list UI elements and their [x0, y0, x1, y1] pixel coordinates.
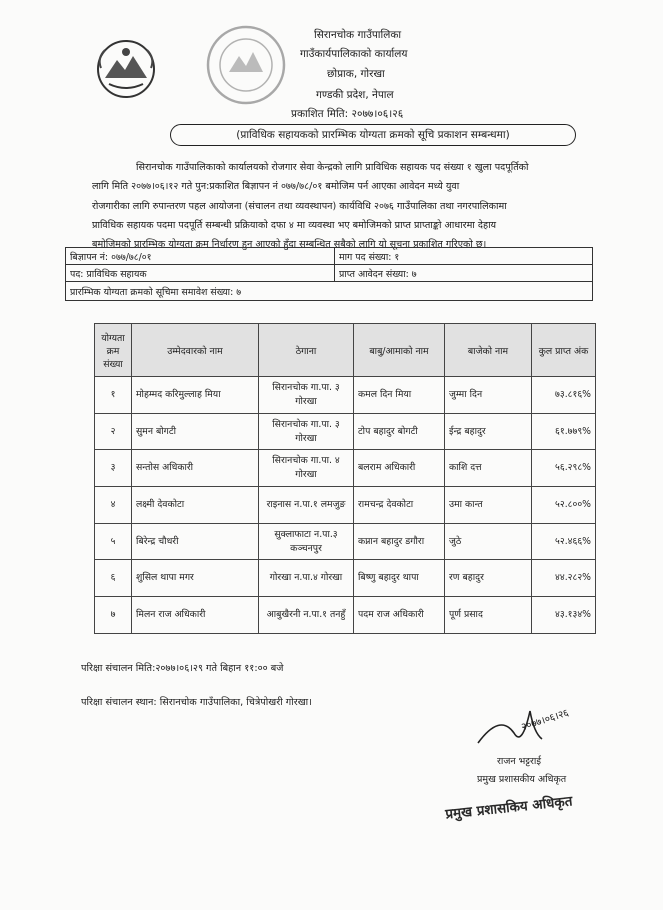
candidate-name: सन्तोस अधिकारी — [132, 450, 259, 487]
paragraph-line: लागि मिति २०७७।०६।१२ गते पुन:प्रकाशित बिज्ञापन नं ०७७/७८/०१ बमोजिम पर्न आएका आवेदन मध्ये युवा — [92, 181, 460, 193]
merit-list-table — [94, 323, 596, 634]
grandparent-name: ईन्द्र बहादुर — [445, 413, 532, 450]
address: सिरानचोक गा.पा. ३ गोरखा — [259, 413, 354, 450]
table-row — [95, 523, 596, 560]
signatory-title: प्रमुख प्रशासकीय अधिकृत — [477, 774, 567, 785]
table-row — [95, 560, 596, 597]
parent-name: कप्नान बहादुर डगौरा — [354, 523, 445, 560]
rank: १ — [95, 377, 132, 414]
paragraph-line: प्राविधिक सहायक पदमा पदपूर्ति सम्बन्धी प्रक्रियाको दफा ४ मा व्यवस्था भए बमोजिमको प्राप्त प्राप्ताङ्को आधारमा देहाय — [92, 219, 497, 231]
table-row — [95, 450, 596, 487]
parent-name: बलराम अधिकारी — [354, 450, 445, 487]
included-count: प्रारम्भिक योग्यता क्रमको सूचिमा समावेश संख्या: ७ — [66, 282, 593, 301]
grandparent-name: उमा कान्त — [445, 487, 532, 524]
address: सुक्लाफाटा न.पा.३ कञ्चनपुर — [259, 523, 354, 560]
address: सिरानचोक गा.पा. ४ गोरखा — [259, 450, 354, 487]
province-line: गण्डकी प्रदेश, नेपाल — [316, 89, 394, 101]
table-header-row — [95, 324, 596, 377]
signatory-name: राजन भट्टराई — [497, 756, 542, 767]
office-address: छोप्राक, गोरखा — [327, 68, 385, 80]
total-score: ४३.१३४% — [532, 597, 596, 634]
parent-name: रामचन्द्र देवकोटा — [354, 487, 445, 524]
grandparent-name: पूर्ण प्रसाद — [445, 597, 532, 634]
municipality-name: सिरानचोक गाउँपालिका — [314, 29, 402, 41]
paragraph-line: रोजगारीका लागि रुपान्तरण पहल आयोजना (संचालन तथा व्यवस्थापन) कार्यविधि २०७६ गाउँपालिका तथा नगरपालिकामा — [92, 200, 507, 212]
col-address: ठेगाना — [259, 324, 354, 377]
paragraph-line: बमोजिमको प्रारम्भिक योग्यता क्रम निर्धारण हुन आएको हुँदा सम्बन्धित सबैको लागि यो सूचना प्रकाशित गरिएको छ। — [92, 239, 487, 251]
table-row — [95, 377, 596, 414]
rank: ५ — [95, 523, 132, 560]
rank: ४ — [95, 487, 132, 524]
office-name: गाउँकार्यपालिकाको कार्यालय — [300, 48, 408, 60]
posts-demanded: माग पद संख्या: १ — [335, 248, 593, 265]
grandparent-name: रण बहादुर — [445, 560, 532, 597]
col-candidate: उम्मेदवारको नाम — [132, 324, 259, 377]
col-grandparent: बाजेको नाम — [445, 324, 532, 377]
post-name: पद: प्राविधिक सहायक — [66, 265, 335, 282]
candidate-name: लक्ष्मी देवकोटा — [132, 487, 259, 524]
total-score: ७३.८१६% — [532, 377, 596, 414]
address: राइनास न.पा.१ लमजुङ — [259, 487, 354, 524]
address: गोरखा न.पा.४ गोरखा — [259, 560, 354, 597]
vacancy-info-table — [65, 247, 593, 301]
candidate-name: मोहम्मद करिमुल्लाह मिया — [132, 377, 259, 414]
table-row — [95, 413, 596, 450]
candidate-name: सुमन बोगटी — [132, 413, 259, 450]
candidate-name: बिरेन्द्र चौधरी — [132, 523, 259, 560]
total-score: ५२.८००% — [532, 487, 596, 524]
rank: ७ — [95, 597, 132, 634]
total-score: ५६.२९८% — [532, 450, 596, 487]
parent-name: पदम राज अधिकारी — [354, 597, 445, 634]
table-row — [95, 597, 596, 634]
government-emblem-icon — [95, 38, 157, 100]
exam-place: परिक्षा संचालन स्थान: सिरानचोक गाउँपालिका, चित्रेपोखरी गोरखा। — [81, 697, 312, 708]
parent-name: कमल दिन मिया — [354, 377, 445, 414]
applications-received: प्राप्त आवेदन संख्या: ७ — [335, 265, 593, 282]
table-row — [95, 487, 596, 524]
designation-stamp: प्रमुख प्रशासकिय अधिकृत — [444, 793, 574, 823]
col-score: कुल प्राप्त अंक — [532, 324, 596, 377]
exam-date: परिक्षा संचालन मिति:२०७७।०६।२९ गते बिहान ११:०० बजे — [81, 663, 284, 674]
total-score: ६१.७७९% — [532, 413, 596, 450]
office-seal-stamp — [203, 22, 289, 108]
candidate-name: मिलन राज अधिकारी — [132, 597, 259, 634]
total-score: ५२.४६६% — [532, 523, 596, 560]
notice-subject: (प्राविधिक सहायकको प्रारम्भिक योग्यता क्रमको सूचि प्रकाशन सम्बन्धमा) — [170, 124, 576, 146]
signature-date: २०७७।०६।२६ — [519, 707, 571, 734]
address: सिरानचोक गा.पा. ३ गोरखा — [259, 377, 354, 414]
grandparent-name: काशि दत्त — [445, 450, 532, 487]
ad-number: बिज्ञापन नं: ०७७/७८/०१ — [66, 248, 335, 265]
col-rank: योग्यता क्रम संख्या — [95, 324, 132, 377]
rank: ६ — [95, 560, 132, 597]
grandparent-name: जुठे — [445, 523, 532, 560]
notice-paragraph — [92, 158, 592, 254]
grandparent-name: जुम्मा दिन — [445, 377, 532, 414]
rank: २ — [95, 413, 132, 450]
total-score: ४४.२८२% — [532, 560, 596, 597]
col-parent: बाबु/आमाको नाम — [354, 324, 445, 377]
parent-name: टोप बहादुर बोगटी — [354, 413, 445, 450]
rank: ३ — [95, 450, 132, 487]
parent-name: बिष्णु बहादुर थापा — [354, 560, 445, 597]
address: आबुखैरनी न.पा.१ तनहुँ — [259, 597, 354, 634]
published-date: प्रकाशित मिति: २०७७।०६।२६ — [291, 108, 404, 120]
paragraph-line: सिरानचोक गाउँपालिकाको कार्यालयको रोजगार सेवा केन्द्रको लागि प्राविधिक सहायक पद संख्या १ खुला पदपूर्तिको — [136, 162, 529, 173]
candidate-name: शुसिल थापा मगर — [132, 560, 259, 597]
